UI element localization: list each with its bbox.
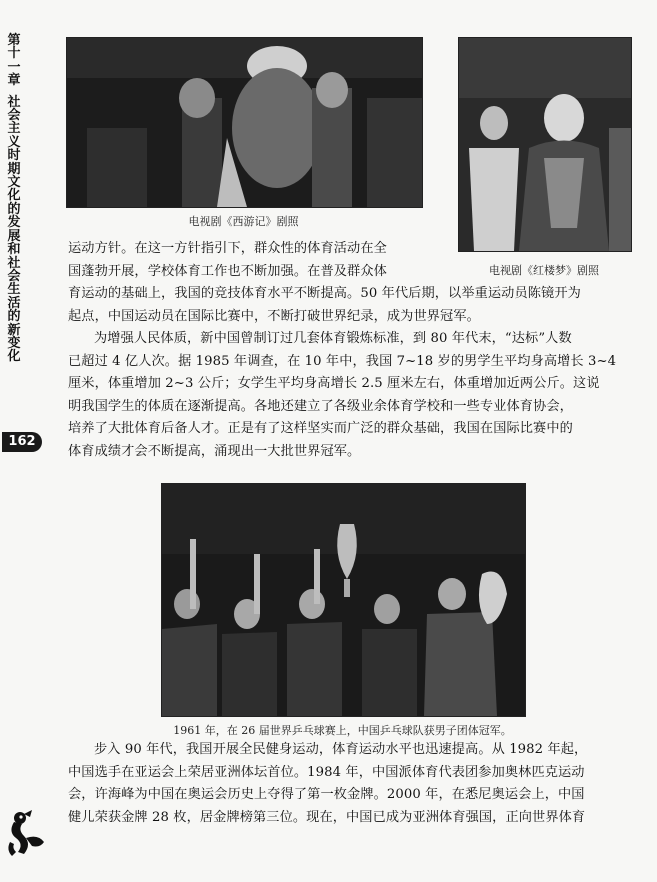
body-paragraph-2 bbox=[68, 328, 638, 463]
text-line: 步入 90 年代，我国开展全民健身运动，体育运动水平也迅速提高。从 1982 年起， bbox=[94, 742, 588, 757]
hongloumeng-photo bbox=[458, 37, 632, 252]
pingpong-caption: 1961 年，在 26 届世界乒乓球赛上，中国乒乓球队获男子团体冠军。 bbox=[173, 724, 512, 737]
text-line: 健儿荣获金牌 28 枚，居金牌榜第三位。现在，中国已成为亚洲体育强国，正向世界体育 bbox=[68, 809, 586, 825]
text-line: 国蓬勃开展，学校体育工作也不断加强。在普及群众体 bbox=[68, 263, 387, 279]
text-line: 会，许海峰为中国在奥运会历史上夺得了第一枚金牌。2000 年，在悉尼奥运会上，中国 bbox=[68, 787, 585, 802]
xiyouji-photo bbox=[66, 37, 423, 208]
text-line: 体育成绩才会不断提高，涌现出一大批世界冠军。 bbox=[68, 443, 361, 459]
body-paragraph-1 bbox=[68, 238, 453, 283]
chapter-label: 第 十 一 章 社 会 主 义 时 期 文 化 的 发 展 和 社 会 生 活 的 新 变 化 bbox=[7, 33, 21, 365]
text-line: 中国选手在亚运会上荣居亚洲体坛首位。1984 年，中国派体育代表团参加奥林匹克运动 bbox=[68, 764, 585, 780]
xiyouji-caption: 电视剧《西游记》剧照 bbox=[188, 215, 299, 228]
page-number: 162 bbox=[2, 432, 42, 452]
text-line: 厘米，体重增加 2~3 公斤；女学生平均身高增长 2.5 厘米左右，体重增加近两公斤。这说 bbox=[68, 376, 600, 391]
hongloumeng-caption: 电视剧《红楼梦》剧照 bbox=[489, 264, 599, 277]
text-line: 为增强人民体质，新中国曾制订过几套体育锻炼标准，到 80 年代末，“达标”人数 bbox=[94, 331, 572, 346]
text-line: 培养了大批体育后备人才。正是有了这样坚实而广泛的群众基础，我国在国际比赛中的 bbox=[68, 421, 573, 436]
body-paragraph-3 bbox=[68, 739, 638, 829]
text-line: 育运动的基础上，我国的竞技体育水平不断提高。50 年代后期，以举重运动员陈镜开为 bbox=[68, 286, 581, 301]
dragon-icon bbox=[6, 808, 50, 858]
text-line: 运动方针。在这一方针指引下，群众性的体育活动在全 bbox=[68, 241, 387, 256]
text-line: 起点，中国运动员在国际比赛中，不断打破世界纪录，成为世界冠军。 bbox=[68, 308, 480, 324]
body-paragraph-1-cont bbox=[68, 283, 638, 328]
text-line: 已超过 4 亿人次。据 1985 年调查，在 10 年中，我国 7~18 岁的男学生平均身高增长 3~4 bbox=[68, 353, 617, 369]
text-line: 明我国学生的体质在逐渐提高。各地还建立了各级业余体育学校和一些专业体育协会， bbox=[68, 398, 573, 414]
pingpong-team-photo bbox=[161, 483, 526, 717]
